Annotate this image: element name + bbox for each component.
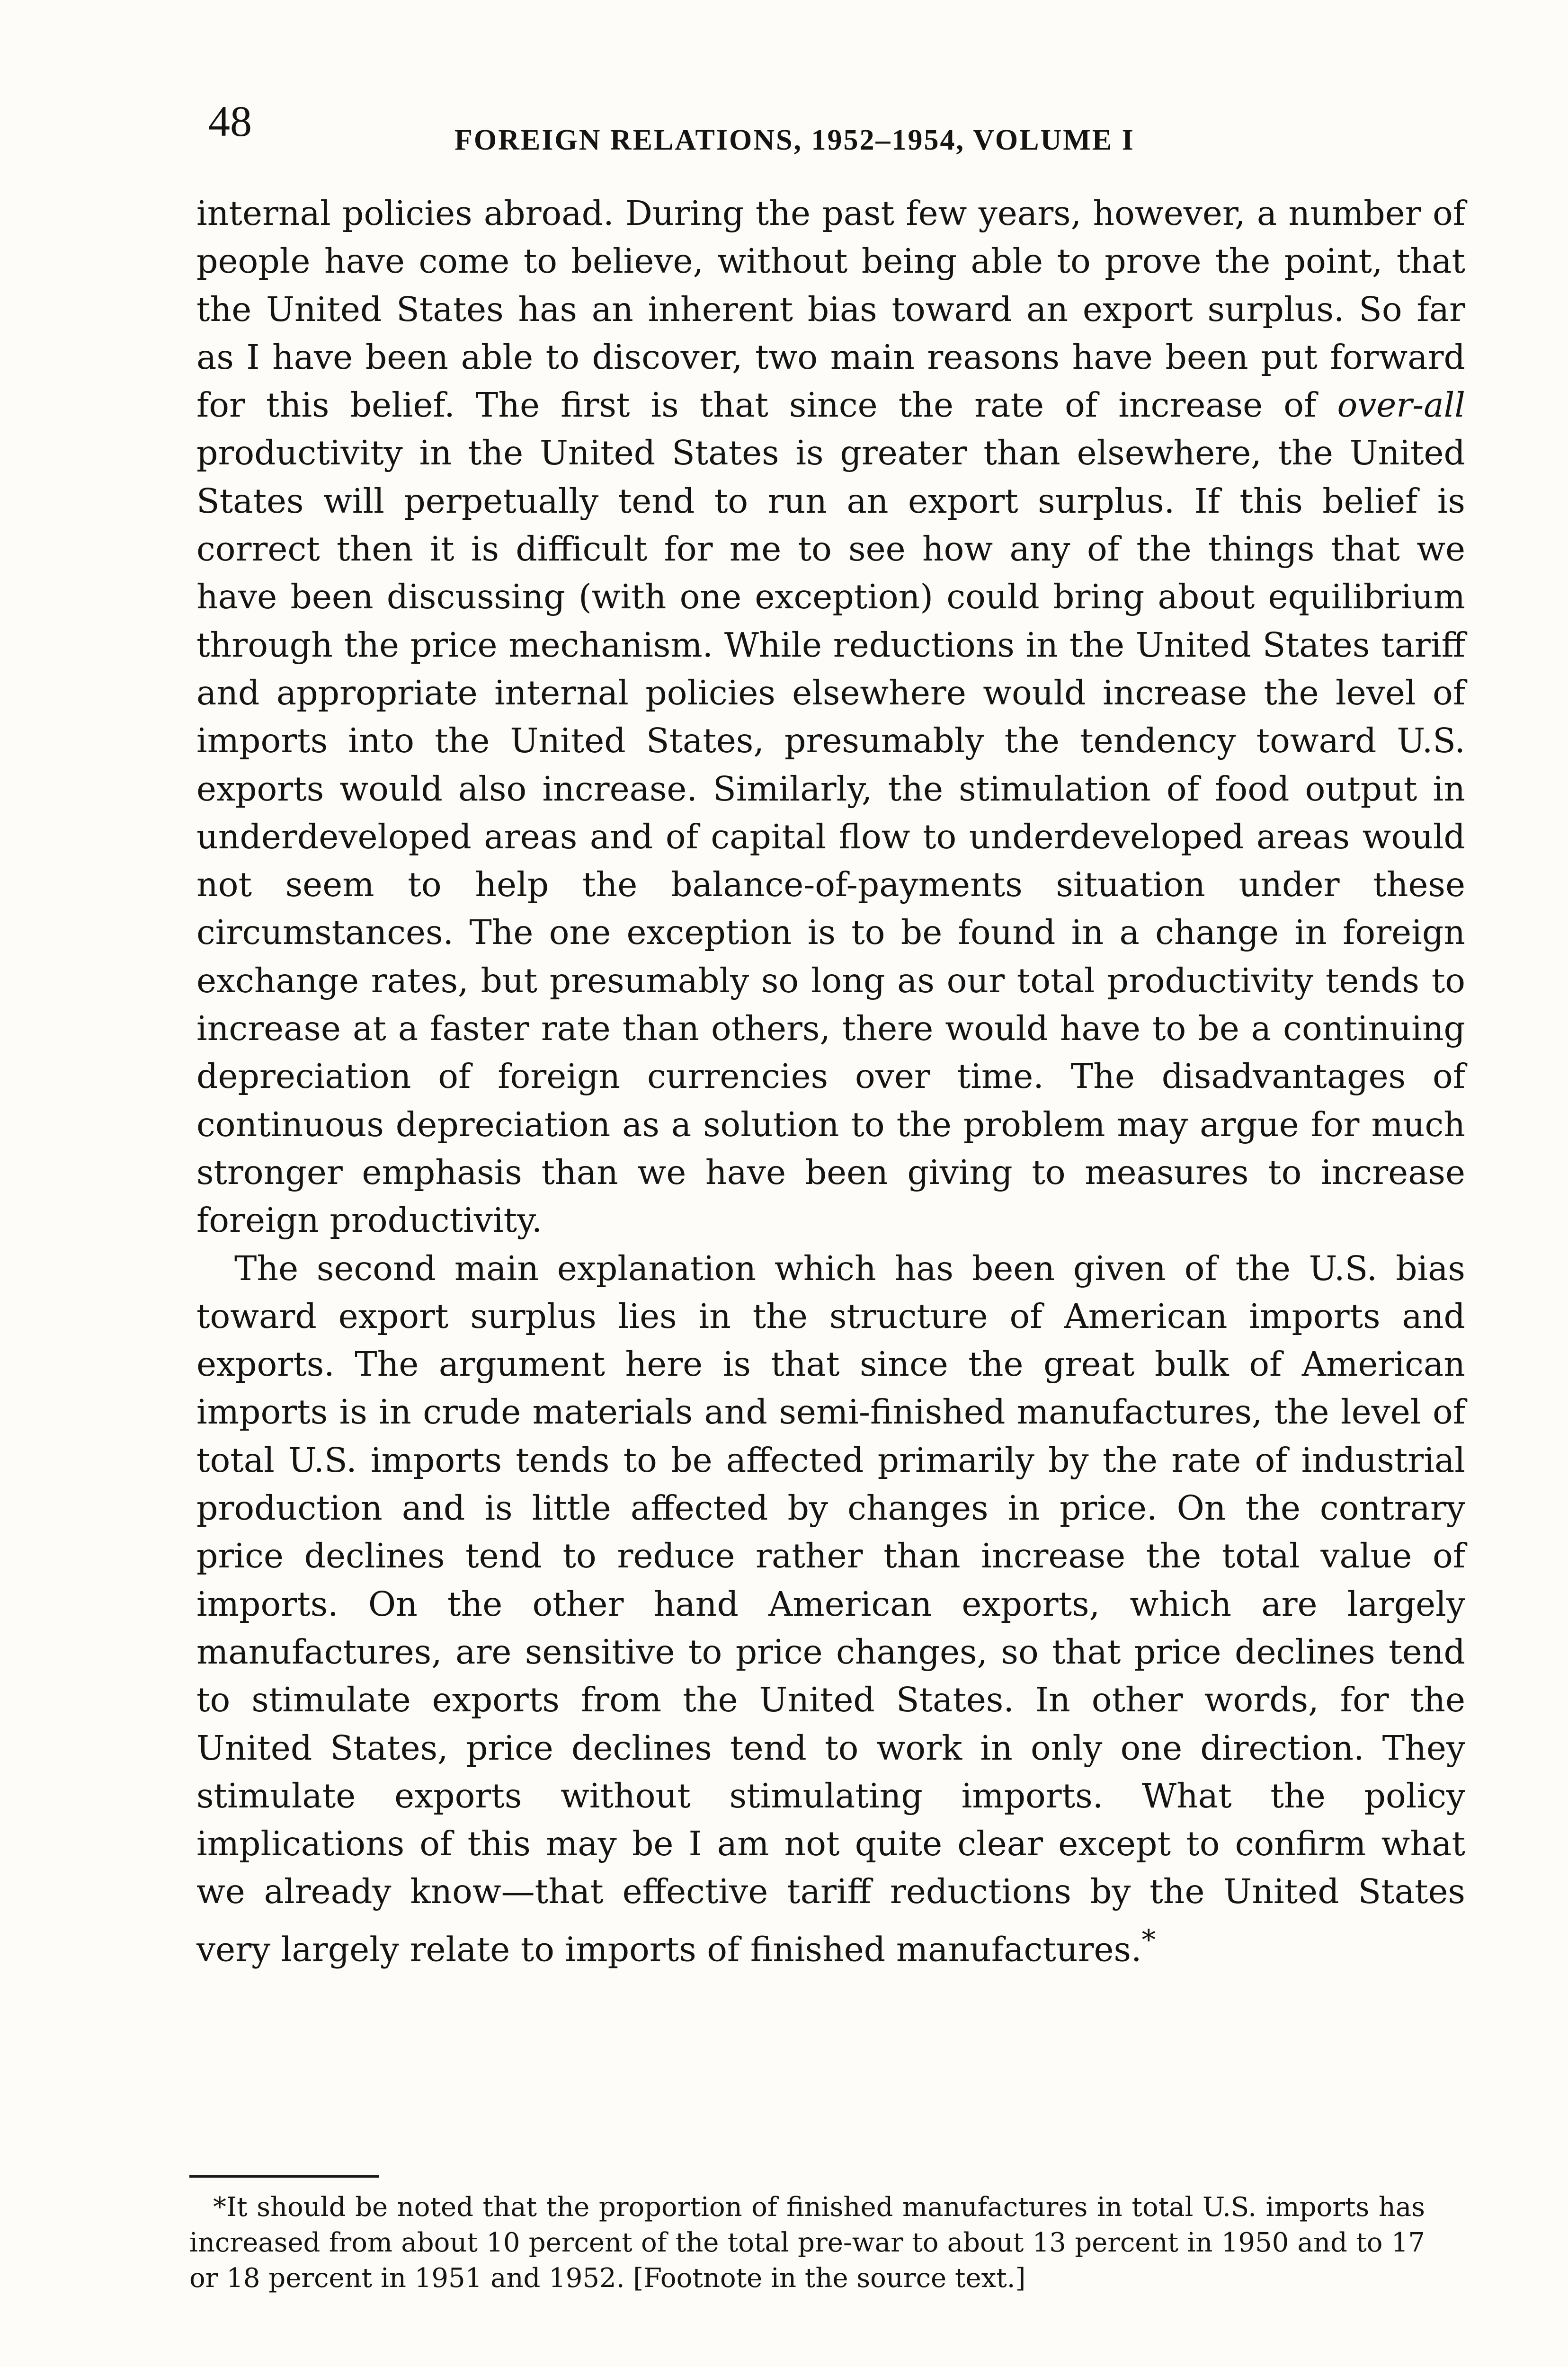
- paragraph-2-text: The second main explanation which has been given of the U.S. bias toward export surplus lies in the structure of American imports and exports. The argument here is that since the great bulk of American imports is in crude materials and semi-finished manufactures, the level of total U.S. imports tends to be affected primarily by the rate of industrial production and is little affected by changes in price. On the contrary price declines tend to reduce rather than increase the total value of imports. On the other hand American exports, which are largely manufactures, are sensitive to price changes, so that price declines tend to stimulate exports from the United States. In other words, for the United States, price declines tend to work in only one direction. They stimulate exports without stimulating imports. What the policy implications of this may be I am not quite clear except to confirm what we already know—that effective tariff reductions by the United States very largely relate to imports of finished manufactures.: [196, 1248, 1465, 1969]
- footnote-marker: *: [213, 2192, 226, 2223]
- footnote-reference: *: [1141, 1923, 1156, 1956]
- footnote-rule: [189, 2175, 379, 2178]
- page-number: 48: [208, 97, 252, 145]
- footnote: [189, 2189, 1425, 2296]
- paragraph-1-text-a: internal policies abroad. During the past few years, however, a number of people have come to believe, without being able to prove the point, that the United States has an inherent bias toward an export surplus. So far as I have been able to discover, two main reasons have been put forward for this belief. The first is that since the rate of increase of: [196, 194, 1465, 425]
- emphasis-over-all: over-all: [1337, 385, 1465, 425]
- paragraph-2: [196, 1245, 1465, 1974]
- paragraph-1: [196, 189, 1465, 1245]
- main-text: [196, 189, 1465, 1974]
- running-title: FOREIGN RELATIONS, 1952–1954, VOLUME I: [454, 124, 1135, 156]
- paragraph-1-text-b: productivity in the United States is greater than elsewhere, the United States will perpetually tend to run an export surplus. If this belief is correct then it is difficult for me to see how any of the things that we have been discussing (with one exception) could bring about equilibrium through the price mechanism. While reductions in the United States tariff and appropriate internal policies elsewhere would increase the level of imports into the United States, presumably the tendency toward U.S. exports would also increase. Similarly, the stimulation of food output in underdeveloped areas and of capital flow to underdeveloped areas would not seem to help the balance-of-payments situation under these circumstances. The one exception is to be found in a change in foreign exchange rates, but presumably so long as our total productivity tends to increase at a faster rate than others, there would have to be a continuing depreciation of foreign currencies over time. The disadvantages of continuous depreciation as a solution to the problem may argue for much stronger emphasis than we have been giving to measures to increase foreign productivity.: [196, 433, 1465, 1240]
- footnote-text: It should be noted that the proportion of finished manufactures in total U.S. imports has increased from about 10 percent of the total pre-war to about 13 percent in 1950 and to 17 or 18 percent in 1951 and 1952. [Footnote in the source text.]: [189, 2192, 1425, 2294]
